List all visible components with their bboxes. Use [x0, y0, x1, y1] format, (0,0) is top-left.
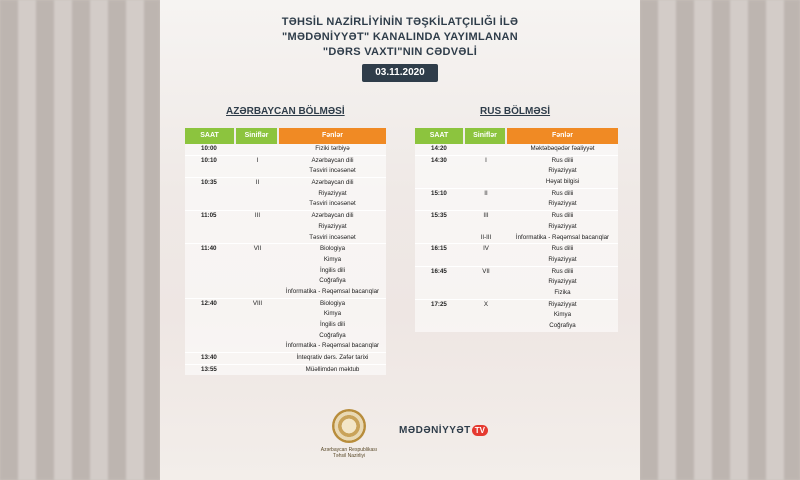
az-section-title: AZƏRBAYCAN BÖLMƏSİ	[226, 106, 345, 117]
subject-cell: İnformatika - Rəqəmsal bacarıqlar	[285, 342, 380, 350]
subject-cell: İngilis dili	[319, 266, 346, 274]
time-cell: 14:30	[431, 156, 447, 164]
time-cell: 10:00	[201, 145, 217, 152]
subject-cell: Azərbaycan dili	[311, 212, 354, 220]
time-cell	[415, 321, 465, 332]
poster-title	[160, 15, 640, 60]
channel-logo: MƏDƏNİYYƏT TV	[399, 420, 489, 442]
subject-cell: Həyat bilgisi	[545, 178, 580, 186]
table-row	[185, 144, 386, 155]
class-cell	[236, 353, 279, 364]
time-cell	[185, 341, 236, 352]
time-cell: 16:15	[431, 245, 447, 253]
class-cell	[236, 365, 279, 376]
class-cell	[465, 177, 507, 188]
subject-cell: Coğrafiya	[319, 277, 346, 285]
table-row	[185, 352, 386, 364]
table-row	[185, 255, 386, 266]
class-cell: IV	[483, 245, 489, 253]
table-header	[415, 128, 618, 144]
subject-cell: Rus dilii	[551, 267, 574, 275]
table-row	[415, 243, 618, 255]
table-row	[415, 288, 618, 299]
table-row	[415, 166, 618, 177]
subject-cell: Təsviri incəsənət	[309, 167, 356, 175]
time-cell: 13:55	[201, 365, 217, 373]
class-cell	[465, 310, 507, 321]
class-cell	[236, 331, 279, 342]
class-cell	[236, 309, 279, 320]
time-cell	[415, 310, 465, 321]
class-cell: III	[483, 212, 489, 220]
subject-cell: İnformatika - Rəqəmsal bacarıqlar	[515, 233, 610, 241]
time-cell: 10:35	[201, 179, 217, 187]
subject-cell: Fiziki tərbiyə	[315, 145, 350, 152]
subject-cell: Məktəbəqədər fəaliyyət	[530, 145, 595, 152]
class-cell	[236, 233, 279, 244]
header-fenn: Fənlər	[507, 128, 618, 144]
subject-cell: İnteqrativ dərs. Zəfər tarixi	[296, 354, 369, 362]
table-row	[415, 321, 618, 332]
table-row	[185, 166, 386, 177]
class-cell	[465, 321, 507, 332]
time-cell	[185, 287, 236, 298]
subject-cell: Təsviri incəsənət	[309, 233, 356, 241]
class-cell	[236, 255, 279, 266]
time-cell	[185, 233, 236, 244]
class-cell: I	[485, 156, 487, 164]
table-row	[185, 199, 386, 210]
table-row	[185, 177, 386, 189]
time-cell	[415, 177, 465, 188]
subject-cell: Azərbaycan dili	[311, 156, 354, 164]
subject-cell: Coğrafiya	[549, 322, 576, 329]
ministry-logo-text: Azərbaycan Respublikası Təhsil Nazirliyi	[320, 447, 378, 459]
table-row	[415, 155, 618, 167]
class-cell	[465, 166, 507, 177]
time-cell	[185, 331, 236, 342]
time-cell: 16:45	[431, 267, 447, 275]
class-cell	[465, 199, 507, 210]
table-row	[185, 155, 386, 167]
class-cell	[465, 277, 507, 288]
subject-cell: Riyaziyyat	[548, 278, 577, 286]
subject-cell: İngilis dili	[319, 321, 346, 328]
time-cell: 13:40	[201, 354, 217, 362]
time-cell	[185, 266, 236, 277]
ministry-seal-icon	[332, 409, 366, 443]
time-cell: 11:40	[201, 245, 217, 253]
subject-cell: Müəllimdən məktub	[305, 365, 360, 373]
time-cell: 12:40	[201, 299, 217, 307]
subject-cell: Riyaziyyat	[318, 222, 347, 230]
table-row	[415, 222, 618, 233]
table-body	[415, 144, 618, 332]
tv-badge: TV	[472, 425, 488, 436]
class-cell	[465, 255, 507, 266]
header-fenn: Fənlər	[279, 128, 386, 144]
table-row	[415, 188, 618, 200]
table-row	[415, 266, 618, 278]
ministry-logo	[304, 409, 394, 459]
title-line: TƏHSİL NAZİRLİYİNİN TƏŞKİLATÇILIĞI İLƏ	[281, 16, 519, 28]
class-cell	[236, 266, 279, 277]
table-row	[185, 364, 386, 376]
header-sinif: Siniflər	[465, 128, 505, 144]
time-cell: 15:10	[431, 189, 447, 197]
subject-cell: İnformatika - Rəqəmsal bacarıqlar	[285, 287, 380, 295]
table-row	[415, 310, 618, 321]
class-cell: VII	[482, 267, 490, 275]
class-cell: II	[484, 189, 488, 197]
table-row	[185, 309, 386, 320]
subject-cell: Təsviri incəsənət	[309, 200, 356, 208]
time-cell	[185, 320, 236, 331]
table-header	[185, 128, 386, 144]
subject-cell: Riyaziyyat	[548, 200, 577, 208]
time-cell	[415, 277, 465, 288]
time-cell	[185, 199, 236, 210]
title-line: "DƏRS VAXTI"NIN CƏDVƏLİ	[322, 46, 478, 58]
table-row	[185, 341, 386, 352]
class-cell: II	[255, 179, 260, 187]
table-row	[185, 222, 386, 233]
table-row	[415, 144, 618, 155]
ru-schedule-table	[415, 128, 618, 332]
table-row	[185, 276, 386, 287]
time-cell: 15:35	[431, 212, 447, 220]
table-row	[415, 277, 618, 288]
time-cell	[415, 288, 465, 299]
class-cell	[236, 320, 279, 331]
table-row	[415, 210, 618, 222]
class-cell	[236, 199, 279, 210]
subject-cell: Riyaziyyat	[548, 167, 577, 175]
subject-cell: Kimya	[323, 255, 342, 263]
subject-cell: Rus dilii	[551, 189, 574, 197]
ru-section-title: RUS BÖLMƏSİ	[480, 106, 551, 117]
time-cell	[185, 222, 236, 233]
subject-cell: Riyaziyyat	[548, 300, 577, 308]
subject-cell: Fizika	[554, 288, 571, 296]
header-sinif: Siniflər	[236, 128, 277, 144]
subject-cell: Riyaziyyat	[318, 189, 347, 197]
subject-cell: Kimya	[323, 310, 342, 318]
class-cell	[236, 341, 279, 352]
background-right	[640, 0, 800, 480]
class-cell	[236, 189, 279, 200]
table-row	[415, 177, 618, 188]
time-cell	[185, 255, 236, 266]
subject-cell: Riyaziyyat	[548, 255, 577, 263]
time-cell	[185, 166, 236, 177]
table-row	[185, 331, 386, 342]
table-row	[185, 298, 386, 310]
table-row	[185, 266, 386, 277]
table-body	[185, 144, 386, 375]
time-cell: 17:25	[431, 300, 447, 308]
time-cell: 14:20	[431, 145, 447, 152]
table-row	[185, 210, 386, 222]
table-row	[415, 255, 618, 266]
schedule-poster	[160, 0, 640, 480]
subject-cell: Riyaziyyat	[548, 222, 577, 230]
subject-cell: Rus dilii	[551, 245, 574, 253]
table-row	[415, 199, 618, 210]
header-saat: SAAT	[185, 128, 234, 144]
subject-cell: Coğrafiya	[319, 331, 346, 339]
subject-cell: Biologiya	[319, 299, 346, 307]
class-cell	[236, 287, 279, 298]
time-cell: 10:10	[201, 156, 217, 164]
subject-cell: Rus dilii	[551, 156, 574, 164]
table-row	[185, 320, 386, 331]
time-cell	[415, 255, 465, 266]
subject-cell: Rus dilii	[551, 212, 574, 220]
table-row	[185, 243, 386, 255]
class-cell: VII	[253, 245, 262, 253]
header-saat: SAAT	[415, 128, 463, 144]
table-row	[415, 299, 618, 311]
time-cell	[415, 166, 465, 177]
time-cell: 11:05	[201, 212, 217, 220]
class-cell: I	[256, 156, 259, 164]
class-cell	[465, 288, 507, 299]
class-cell	[465, 222, 507, 233]
table-row	[185, 287, 386, 298]
subject-cell: Azərbaycan dili	[311, 179, 354, 187]
title-line: "MƏDƏNİYYƏT" KANALINDA YAYIMLANAN	[282, 31, 518, 43]
class-cell: VIII	[252, 299, 263, 307]
table-row	[415, 233, 618, 244]
class-cell	[236, 166, 279, 177]
table-row	[185, 233, 386, 244]
time-cell	[415, 199, 465, 210]
time-cell	[185, 189, 236, 200]
subject-cell: Kimya	[553, 311, 572, 319]
class-cell: III	[254, 212, 261, 220]
table-row	[185, 189, 386, 200]
az-schedule-table	[185, 128, 386, 375]
class-cell: II-III	[480, 233, 492, 241]
time-cell	[415, 233, 465, 244]
subject-cell: Biologiya	[319, 245, 346, 253]
class-cell: X	[483, 300, 489, 308]
class-cell	[236, 222, 279, 233]
class-cell	[465, 144, 507, 155]
time-cell	[415, 222, 465, 233]
date-badge: 03.11.2020	[362, 64, 438, 82]
class-cell	[236, 144, 279, 155]
time-cell	[185, 276, 236, 287]
background-left	[0, 0, 160, 480]
time-cell	[185, 309, 236, 320]
class-cell	[236, 276, 279, 287]
